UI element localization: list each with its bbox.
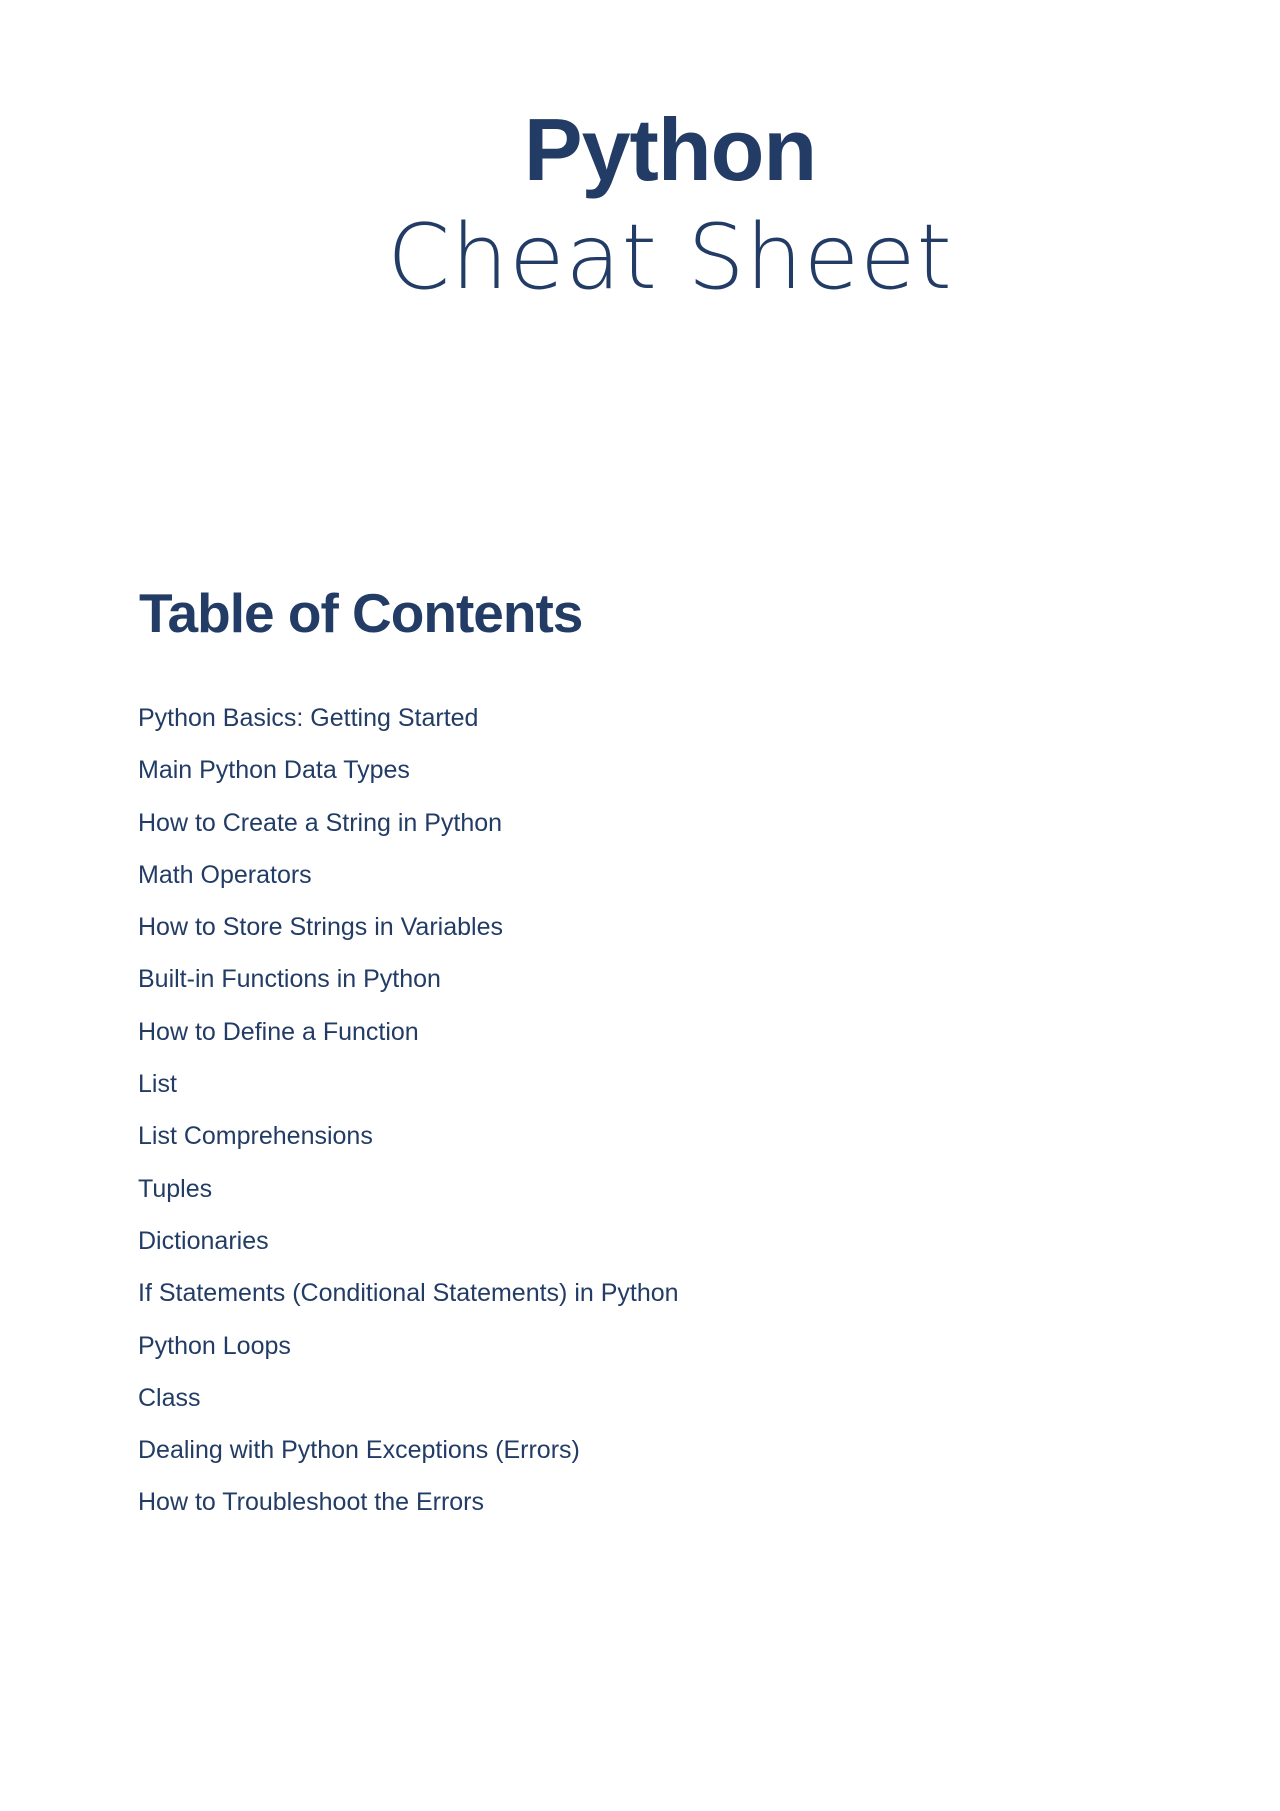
toc-item[interactable]: How to Store Strings in Variables [138,913,503,942]
toc-item[interactable]: Class [138,1383,201,1412]
document-subtitle: Cheat Sheet [387,205,953,310]
toc-item[interactable]: Python Loops [138,1331,291,1360]
toc-item[interactable]: Main Python Data Types [138,756,410,785]
toc-item[interactable]: List Comprehensions [138,1122,373,1151]
toc-heading: Table of Contents [139,582,583,644]
toc-item[interactable]: How to Create a String in Python [138,808,503,837]
toc-item[interactable]: If Statements (Conditional Statements) in Python [138,1279,679,1308]
toc-item[interactable]: How to Define a Function [138,1017,419,1046]
toc-item[interactable]: List [138,1070,177,1099]
toc-item[interactable]: Dictionaries [138,1226,269,1255]
toc-item[interactable]: How to Troubleshoot the Errors [138,1488,484,1517]
toc-list [138,692,679,1529]
toc-item[interactable]: Built-in Functions in Python [138,965,441,994]
document-title: Python [523,100,817,199]
toc-item[interactable]: Tuples [138,1174,213,1203]
toc-item[interactable]: Math Operators [138,860,312,889]
toc-item[interactable]: Dealing with Python Exceptions (Errors) [138,1436,580,1465]
toc-item[interactable]: Python Basics: Getting Started [138,704,479,732]
